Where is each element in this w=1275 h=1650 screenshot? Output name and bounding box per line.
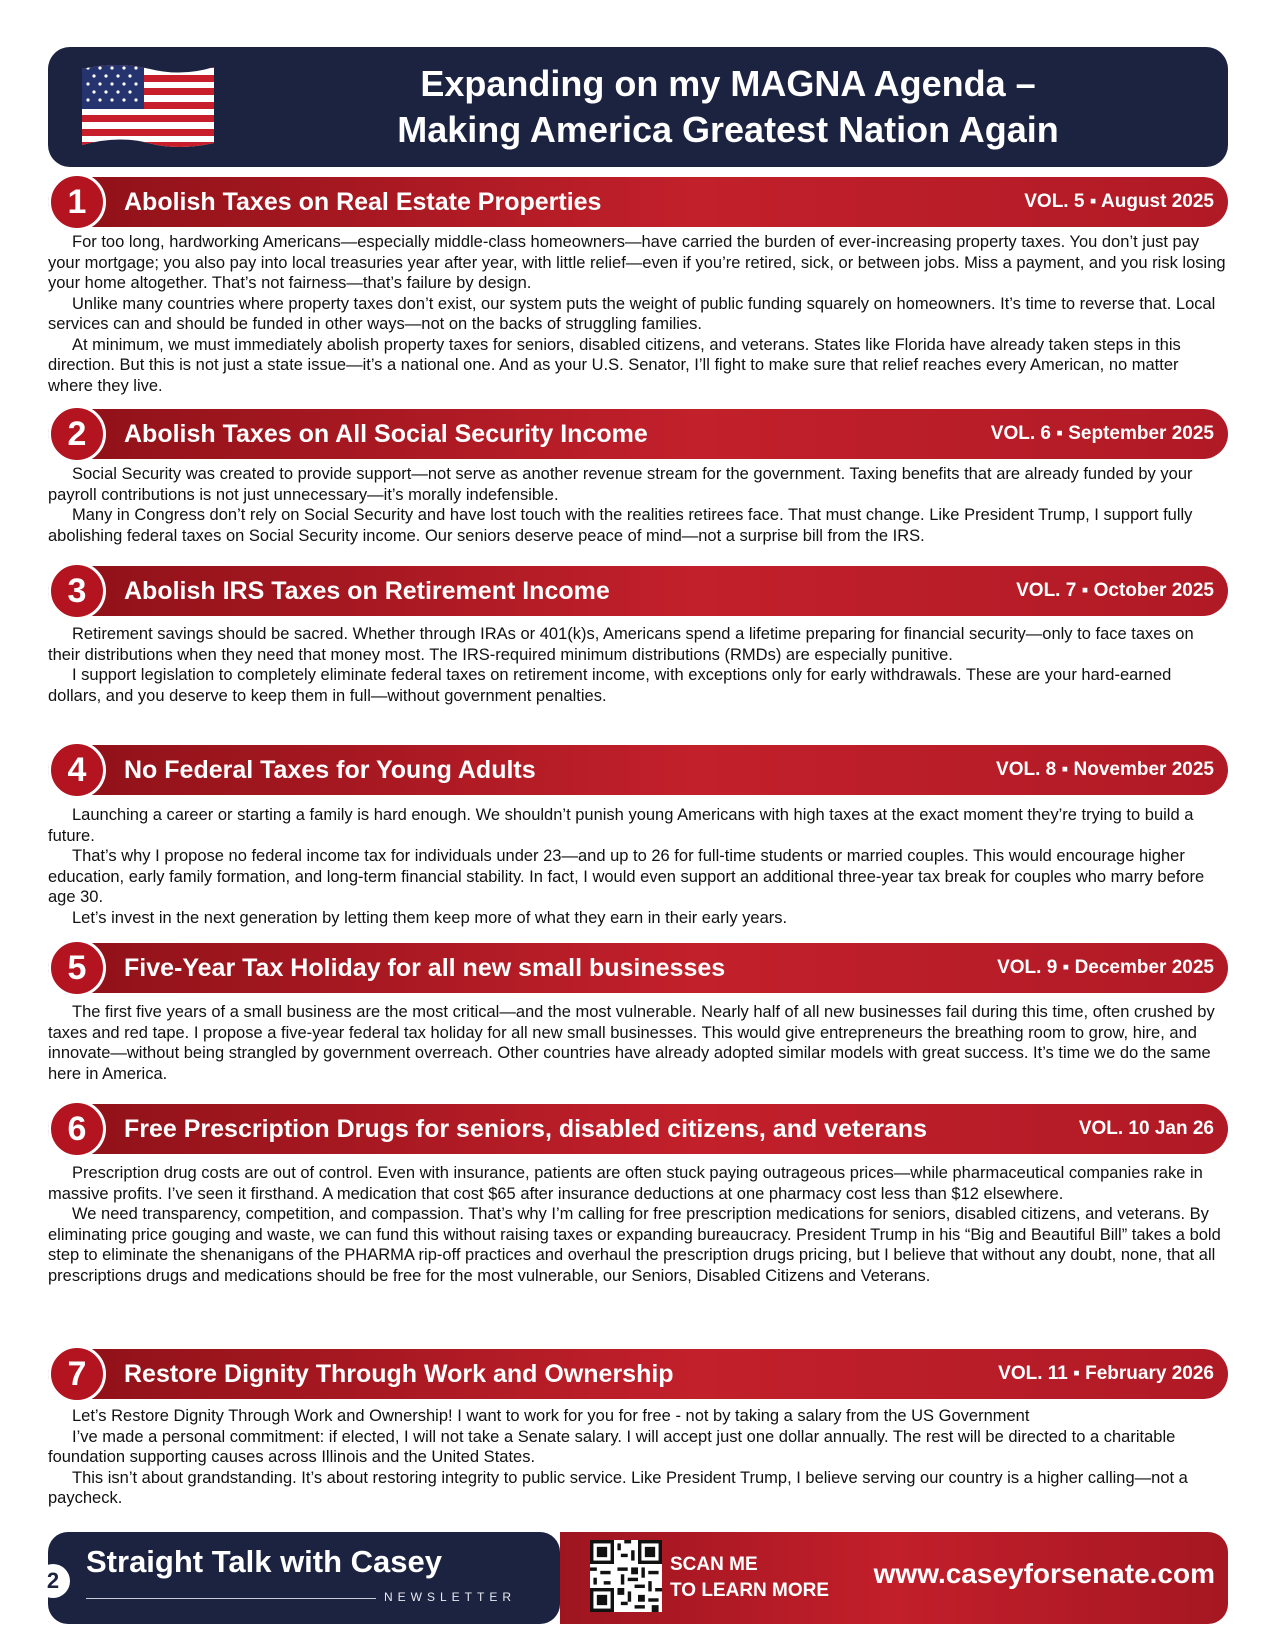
section-title: Free Prescription Drugs for seniors, disabled citizens, and veterans	[124, 1115, 928, 1143]
section-header-1	[48, 177, 1228, 227]
website-link[interactable]: www.caseyforsenate.com	[873, 1558, 1215, 1589]
scan-cta	[670, 1552, 829, 1604]
section-volume: VOL. 5 ▪ August 2025	[1024, 191, 1214, 212]
paragraph: This isn’t about grandstanding. It’s about restoring integrity to public service. Like President Trump, I believe serving our country is a higher calling—not a paycheck.	[48, 1468, 1188, 1507]
section-body-2	[48, 464, 1228, 546]
paragraph: Launching a career or starting a family is hard enough. We shouldn’t punish young Americans with high taxes at the exact moment they’re trying to build a future.	[48, 806, 1194, 845]
qr-code-icon[interactable]	[590, 1540, 662, 1612]
section-number: 6	[48, 1100, 106, 1158]
divider	[86, 1598, 376, 1599]
paragraph: Many in Congress don’t rely on Social Security and have lost touch with the realities retirees face. That must change. Like President Trump, I support fully abolishing federal taxes on Social Security income. Our seniors deserve peace of mind—not a surprise bill from the IRS.	[48, 506, 1193, 545]
page-title-line-1: Expanding on my MAGNA Agenda –	[420, 63, 1036, 104]
page-title	[248, 61, 1208, 153]
section-body-5	[48, 1002, 1228, 1084]
scan-cta-line-1: SCAN ME	[670, 1554, 758, 1575]
paragraph: For too long, hardworking Americans—especially middle-class homeowners—have carried the burden of ever-increasing property taxes. You don’t just pay your mortgage; you also pay into local treasuries year after year, with little relief—even if you’re retired, sick, or between jobs. Miss a payment, and you risk losing your home altogether. That’s not fairness—that’s failure by design.	[48, 233, 1226, 292]
paragraph: Social Security was created to provide support—not serve as another revenue stream for the government. Taxing benefits that are already funded by your payroll contributions is not just unnecessary—it’s morally indefensible.	[48, 465, 1193, 504]
paragraph: Retirement savings should be sacred. Whether through IRAs or 401(k)s, Americans spend a lifetime preparing for financial security—only to face taxes on their distributions when they need that money most. The IRS-required minimum distributions (RMDs) are especially punitive.	[48, 625, 1194, 664]
paragraph: That’s why I propose no federal income tax for individuals under 23—and up to 26 for full-time students or married couples. This would encourage higher education, early family formation, and long-term financial stability. In fact, I would even support an additional three-year tax break for couples who marry before age 30.	[48, 847, 1205, 906]
us-flag-icon	[78, 61, 218, 149]
section-number: 1	[48, 173, 106, 231]
section-title: Restore Dignity Through Work and Ownership	[124, 1360, 674, 1388]
section-number: 3	[48, 562, 106, 620]
section-volume: VOL. 9 ▪ December 2025	[997, 957, 1214, 978]
paragraph: The first five years of a small business are the most critical—and the most vulnerable. Nearly half of all new businesses fail during this time, often crushed by taxes and red tape. I propose a five-year federal tax holiday for all new small businesses. This would give entrepreneurs the breathing room to grow, hire, and innovate—without being strangled by government overreach. Other countries have already adopted similar models with great success. It’s time we do the same here in America.	[48, 1003, 1215, 1083]
section-header-7	[48, 1349, 1228, 1399]
section-title: No Federal Taxes for Young Adults	[124, 756, 536, 784]
page-number: 2	[36, 1564, 70, 1598]
section-volume: VOL. 10 Jan 26	[1078, 1118, 1214, 1139]
section-volume: VOL. 7 ▪ October 2025	[1016, 580, 1214, 601]
section-number: 5	[48, 939, 106, 997]
section-header-3	[48, 566, 1228, 616]
paragraph: Unlike many countries where property taxes don’t exist, our system puts the weight of public funding squarely on homeowners. It’s time to reverse that. Local services can and should be funded in other ways—not on the backs of struggling families.	[48, 294, 1216, 333]
section-number: 2	[48, 405, 106, 463]
section-header-5	[48, 943, 1228, 993]
section-header-4	[48, 745, 1228, 795]
section-volume: VOL. 11 ▪ February 2026	[998, 1363, 1214, 1384]
section-body-6	[48, 1163, 1228, 1286]
newsletter-title: Straight Talk with Casey	[86, 1544, 443, 1579]
section-body-1	[48, 232, 1228, 396]
section-body-3	[48, 624, 1228, 706]
section-body-4	[48, 805, 1228, 928]
section-volume: VOL. 8 ▪ November 2025	[996, 759, 1214, 780]
paragraph: Let’s invest in the next generation by letting them keep more of what they earn in their early years.	[72, 908, 788, 927]
paragraph: At minimum, we must immediately abolish property taxes for seniors, disabled citizens, and veterans. States like Florida have already taken steps in this direction. But this is not just a state issue—it’s a national one. And as your U.S. Senator, I’ll fight to make sure that relief reaches every American, no matter where they live.	[48, 335, 1181, 395]
newsletter-subtitle: NEWSLETTER	[384, 1590, 517, 1604]
page-header	[48, 47, 1228, 167]
paragraph: I’ve made a personal commitment: if elected, I will not take a Senate salary. I will accept just one dollar annually. The rest will be directed to a charitable foundation supporting causes across Illinois and the United States.	[48, 1427, 1176, 1466]
section-number: 7	[48, 1345, 106, 1403]
section-body-7	[48, 1406, 1228, 1509]
paragraph: We need transparency, competition, and compassion. That’s why I’m calling for free prescription medications for seniors, disabled citizens, and veterans. By eliminating price gouging and waste, we can fund this without raising taxes or expanding bureaucracy. President Trump in his “Big and Beautiful Bill” takes a bold step to eliminate the shenanigans of the PHARMA rip-off practices and overhaul the prescription drugs pricing, but I believe that without any doubt, none, that all prescriptions drugs and medications should be free for the most vulnerable, our Seniors, Disabled Citizens and Veterans.	[48, 1205, 1221, 1285]
section-title: Abolish IRS Taxes on Retirement Income	[124, 577, 610, 605]
paragraph: Prescription drug costs are out of control. Even with insurance, patients are often stuck paying outrageous prices—while pharmaceutical companies rake in massive profits. I’ve seen it firsthand. A medication that cost $65 after insurance deductions at one pharmacy cost less than $12 elsewhere.	[48, 1164, 1203, 1203]
section-number: 4	[48, 741, 106, 799]
scan-cta-line-2: TO LEARN MORE	[670, 1580, 830, 1601]
section-header-2	[48, 409, 1228, 459]
paragraph: I support legislation to completely eliminate federal taxes on retirement income, with exceptions only for early withdrawals. These are your hard-earned dollars, and you deserve to keep them in full—without government penalties.	[48, 666, 1172, 705]
page-title-line-2: Making America Greatest Nation Again	[397, 109, 1059, 150]
section-title: Abolish Taxes on Real Estate Properties	[124, 188, 602, 216]
section-title: Five-Year Tax Holiday for all new small businesses	[124, 954, 726, 982]
section-volume: VOL. 6 ▪ September 2025	[990, 423, 1214, 444]
section-title: Abolish Taxes on All Social Security Income	[124, 420, 648, 448]
paragraph: Let’s Restore Dignity Through Work and Ownership! I want to work for you for free - not by taking a salary from the US Government	[72, 1407, 1030, 1425]
section-header-6	[48, 1104, 1228, 1154]
